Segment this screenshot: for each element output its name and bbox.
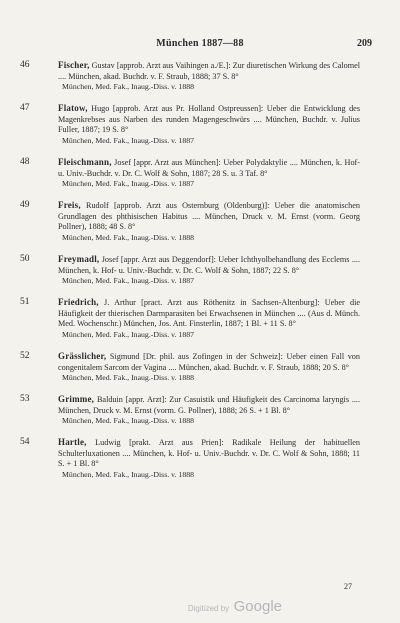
entry-author: Friedrich,	[58, 297, 99, 308]
entry-number: 53	[20, 394, 30, 405]
entry-47	[0, 103, 400, 146]
entry-49	[0, 200, 400, 243]
entry-note: München, Med. Fak., Inaug.-Diss. v. 1887	[62, 135, 195, 145]
entry-number: 54	[20, 437, 30, 448]
sheet-signature: 27	[344, 582, 352, 591]
entry-body: Rudolf [approb. Arzt aus Osternburg (Oldenburg)]: Ueber die anatomischen Grundlagen des phthisischen Habitus .... München, Druck v. M. Ernst (vorm. Georg Pollner), 1888; 48 S. 8°	[58, 201, 360, 232]
entry-number: 49	[20, 200, 30, 211]
entry-body: Ludwig [prakt. Arzt aus Prien]: Radikale Heilung der habituellen Schulterluxationen .... München, k. Hof- u. Univ.-Buchdr. v. Dr. C. Wolf & Sohn, 1888; 11 S. + 1 Bl. 8°	[58, 438, 361, 469]
entry-author: Fischer,	[58, 60, 90, 70]
entry-author: Grässlicher,	[58, 350, 107, 361]
watermark-prefix: Digitized by	[187, 604, 230, 613]
entry-author: Grimme,	[58, 394, 95, 405]
entry-author: Fleischmann,	[58, 156, 112, 167]
entry-46	[0, 60, 400, 93]
entry-text	[58, 103, 360, 136]
entry-text	[58, 254, 360, 276]
entry-note: München, Med. Fak., Inaug.-Diss. v. 1887	[62, 276, 195, 286]
watermark-logo: Google	[233, 598, 282, 615]
entry-48	[0, 157, 400, 190]
entry-text	[58, 60, 360, 82]
entry-number: 52	[20, 350, 30, 361]
entry-text	[58, 437, 360, 470]
entry-51	[0, 297, 400, 340]
entry-body: Hugo [approb. Arzt aus Pr. Holland Ostpreussen]: Ueber die Entwicklung des Magenkrebses aus Narben des runden Magengeschwürs .... München, Buchdr. v. Julius Fuller, 1887; 19 S. 8°	[58, 104, 361, 135]
entry-author: Hartle,	[58, 437, 87, 448]
entry-note: München, Med. Fak., Inaug.-Diss. v. 1888	[62, 82, 195, 92]
dissertation-list	[0, 60, 400, 491]
entry-note: München, Med. Fak., Inaug.-Diss. v. 1887	[62, 179, 195, 189]
entry-number: 50	[20, 253, 30, 264]
entry-52	[0, 351, 400, 384]
entry-text	[58, 394, 360, 416]
entry-body: Gustav [approb. Arzt aus Vaihingen a./E.]: Zur diuretischen Wirkung des Calomel .... München, akad. Buchdr. v. F. Straub, 1888; 37 S. 8°	[58, 61, 361, 81]
entry-text	[58, 200, 360, 233]
entry-number: 48	[20, 156, 30, 167]
entry-note: München, Med. Fak., Inaug.-Diss. v. 1888	[62, 470, 195, 480]
entry-body: J. Arthur [pract. Arzt aus Röthenitz in Sachsen-Altenburg]: Ueber die Häufigkeit der thierischen Darmparasiten bei Erwachsenen in München .... (Aus d. Münch. Med. Wochenschr.) München, Jos. Ant. Finsterlin, 1887; 1 Bl. + 11 S. 8°	[58, 298, 361, 329]
entry-body: Balduin [appr. Arzt]: Zur Casuistik und Häufigkeit des Carcinoma laryngis .... München, Druck v. M. Ernst (vorm. G. Pollner), 1888; 26 S. + 1 Bl. 8°	[58, 395, 361, 415]
entry-text	[58, 351, 360, 373]
running-head	[0, 38, 400, 52]
entry-body: Josef [appr. Arzt aus Deggendorf]: Ueber Ichthyolbehandlung des Ecclems .... München, k. Hof- u. Univ.-Buchdr. v. Dr. C. Wolf & Sohn, 1887; 22 S. 8°	[58, 254, 361, 275]
entry-text	[58, 297, 360, 330]
running-head-title: München 1887—88	[156, 38, 244, 49]
entry-note: München, Med. Fak., Inaug.-Diss. v. 1888	[62, 373, 195, 383]
digitization-watermark	[188, 598, 282, 616]
entry-number: 46	[20, 60, 30, 70]
entry-50	[0, 254, 400, 287]
entry-author: Freis,	[58, 200, 81, 211]
entry-53	[0, 394, 400, 427]
entry-author: Flatow,	[58, 103, 88, 114]
entry-note: München, Med. Fak., Inaug.-Diss. v. 1888	[62, 232, 195, 242]
entry-author: Freymadl,	[58, 253, 100, 264]
entry-body: Josef [appr. Arzt aus München]: Ueber Polydaktylie .... München, k. Hof- u. Univ.-Buchdr. v. Dr. C. Wolf & Sohn, 1887; 28 S. u. 3 Taf. 8°	[58, 157, 361, 178]
entry-number: 51	[20, 297, 30, 308]
entry-note: München, Med. Fak., Inaug.-Diss. v. 1887	[62, 329, 195, 339]
entry-54	[0, 437, 400, 480]
entry-note: München, Med. Fak., Inaug.-Diss. v. 1888	[62, 416, 195, 426]
entry-text	[58, 157, 360, 179]
entry-number: 47	[20, 103, 30, 114]
entry-body: Sigmund [Dr. phil. aus Zofingen in der Schweiz]: Ueber einen Fall von congenitalem Sarcom der Vagina .... München, akad. Buchdr. v. F. Straub, 1888; 20 S. 8°	[58, 351, 360, 372]
page-number: 209	[357, 38, 372, 49]
